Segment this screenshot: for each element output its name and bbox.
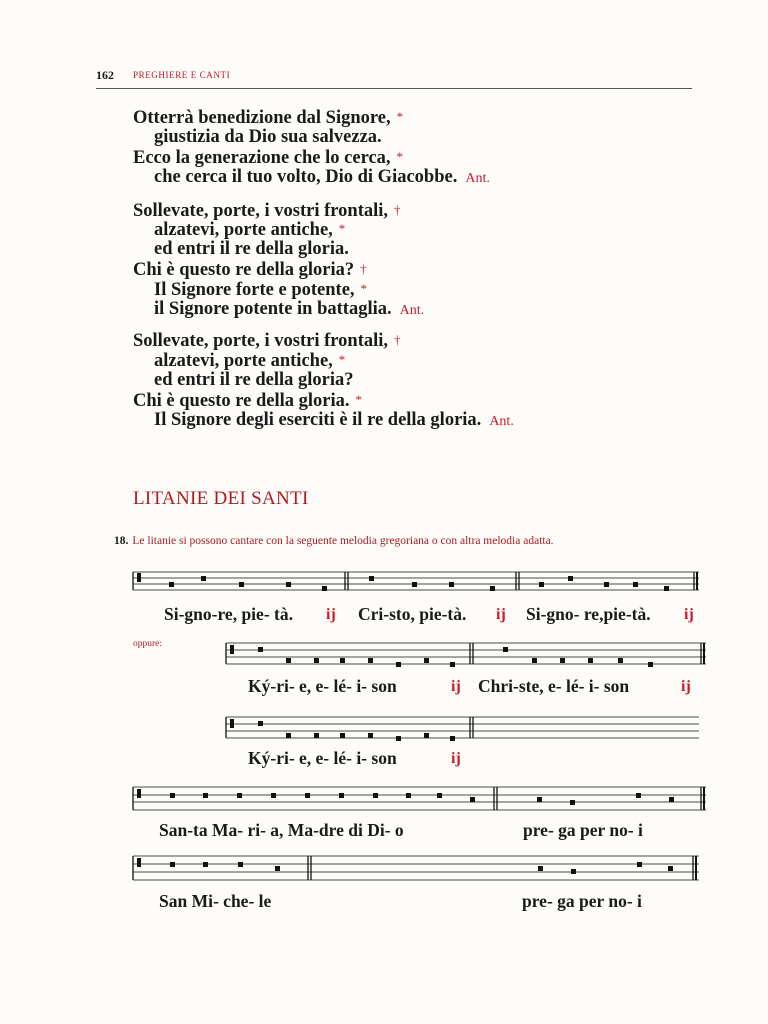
psalm-verse: ed entri il re della gloria.: [154, 239, 349, 259]
chant-syllables: Si-gno-re, pie- tà.: [164, 604, 293, 624]
ij-mark: ij: [496, 606, 506, 623]
antiphon-mark: Ant.: [399, 303, 425, 318]
rubric: 18. Le litanie si possono cantare con la seguente melodia gregoriana o con altra melodia adatta.: [114, 535, 554, 547]
asterisk-mark: *: [355, 392, 363, 407]
psalm-verse: che cerca il tuo volto, Dio di Giacobbe. Ant.: [154, 167, 490, 187]
psalm-verse: Ecco la generazione che lo cerca, *: [133, 148, 404, 168]
psalm-verse: Il Signore forte e potente, *: [154, 280, 368, 300]
antiphon-mark: Ant.: [465, 171, 490, 186]
cross-mark: †: [394, 332, 401, 347]
chant-syllables: Cri-sto, pie-tà.: [358, 604, 467, 624]
psalm-verse: Sollevate, porte, i vostri frontali, †: [133, 331, 401, 351]
section-title: PREGHIERE E CANTI: [133, 70, 231, 80]
chant-syllables: Ký-ri- e, e- lé- i- son: [248, 748, 397, 768]
chant-syllables: pre- ga per no- i: [523, 820, 643, 840]
asterisk-mark: *: [360, 281, 368, 296]
asterisk-mark: *: [338, 352, 346, 367]
psalm-verse: Sollevate, porte, i vostri frontali, †: [133, 201, 401, 221]
psalm-verse: alzatevi, porte antiche, *: [154, 220, 346, 240]
chant-syllables: Chri-ste, e- lé- i- son: [478, 676, 630, 696]
section-heading: LITANIE DEI SANTI: [133, 488, 309, 509]
page-number: 162: [96, 68, 114, 82]
asterisk-mark: *: [396, 149, 404, 164]
ij-mark: ij: [451, 750, 461, 767]
chant-syllables: Si-gno- re,pie-tà.: [526, 604, 651, 624]
ij-mark: ij: [681, 678, 691, 695]
chant-syllables: San Mi- che- le: [159, 891, 272, 911]
psalm-verse: Otterrà benedizione dal Signore, *: [133, 108, 404, 128]
cross-mark: †: [360, 261, 367, 276]
rubric-number: 18.: [114, 535, 129, 547]
chant-syllables: pre- ga per no- i: [522, 891, 642, 911]
chant-syllables: San-ta Ma- ri- a, Ma-dre di Di- o: [159, 820, 404, 840]
psalm-verse: Chi è questo re della gloria. *: [133, 391, 363, 411]
psalm-verse: il Signore potente in battaglia. Ant.: [154, 299, 425, 319]
cross-mark: †: [394, 202, 401, 217]
asterisk-mark: *: [338, 221, 346, 236]
ij-mark: ij: [451, 678, 461, 695]
psalm-verse: Il Signore degli eserciti è il re della gloria. Ant.: [154, 410, 514, 430]
chant-syllables: Ký-ri- e, e- lé- i- son: [248, 676, 397, 696]
psalm-verse: Chi è questo re della gloria? †: [133, 260, 367, 280]
psalm-verse: giustizia da Dio sua salvezza.: [154, 127, 382, 147]
ij-mark: ij: [326, 606, 336, 623]
psalm-verse: ed entri il re della gloria?: [154, 370, 354, 390]
psalm-verse: alzatevi, porte antiche, *: [154, 351, 346, 371]
asterisk-mark: *: [396, 109, 404, 124]
antiphon-mark: Ant.: [489, 414, 514, 429]
ij-mark: ij: [684, 606, 694, 623]
oppure-label: oppure:: [133, 639, 163, 649]
